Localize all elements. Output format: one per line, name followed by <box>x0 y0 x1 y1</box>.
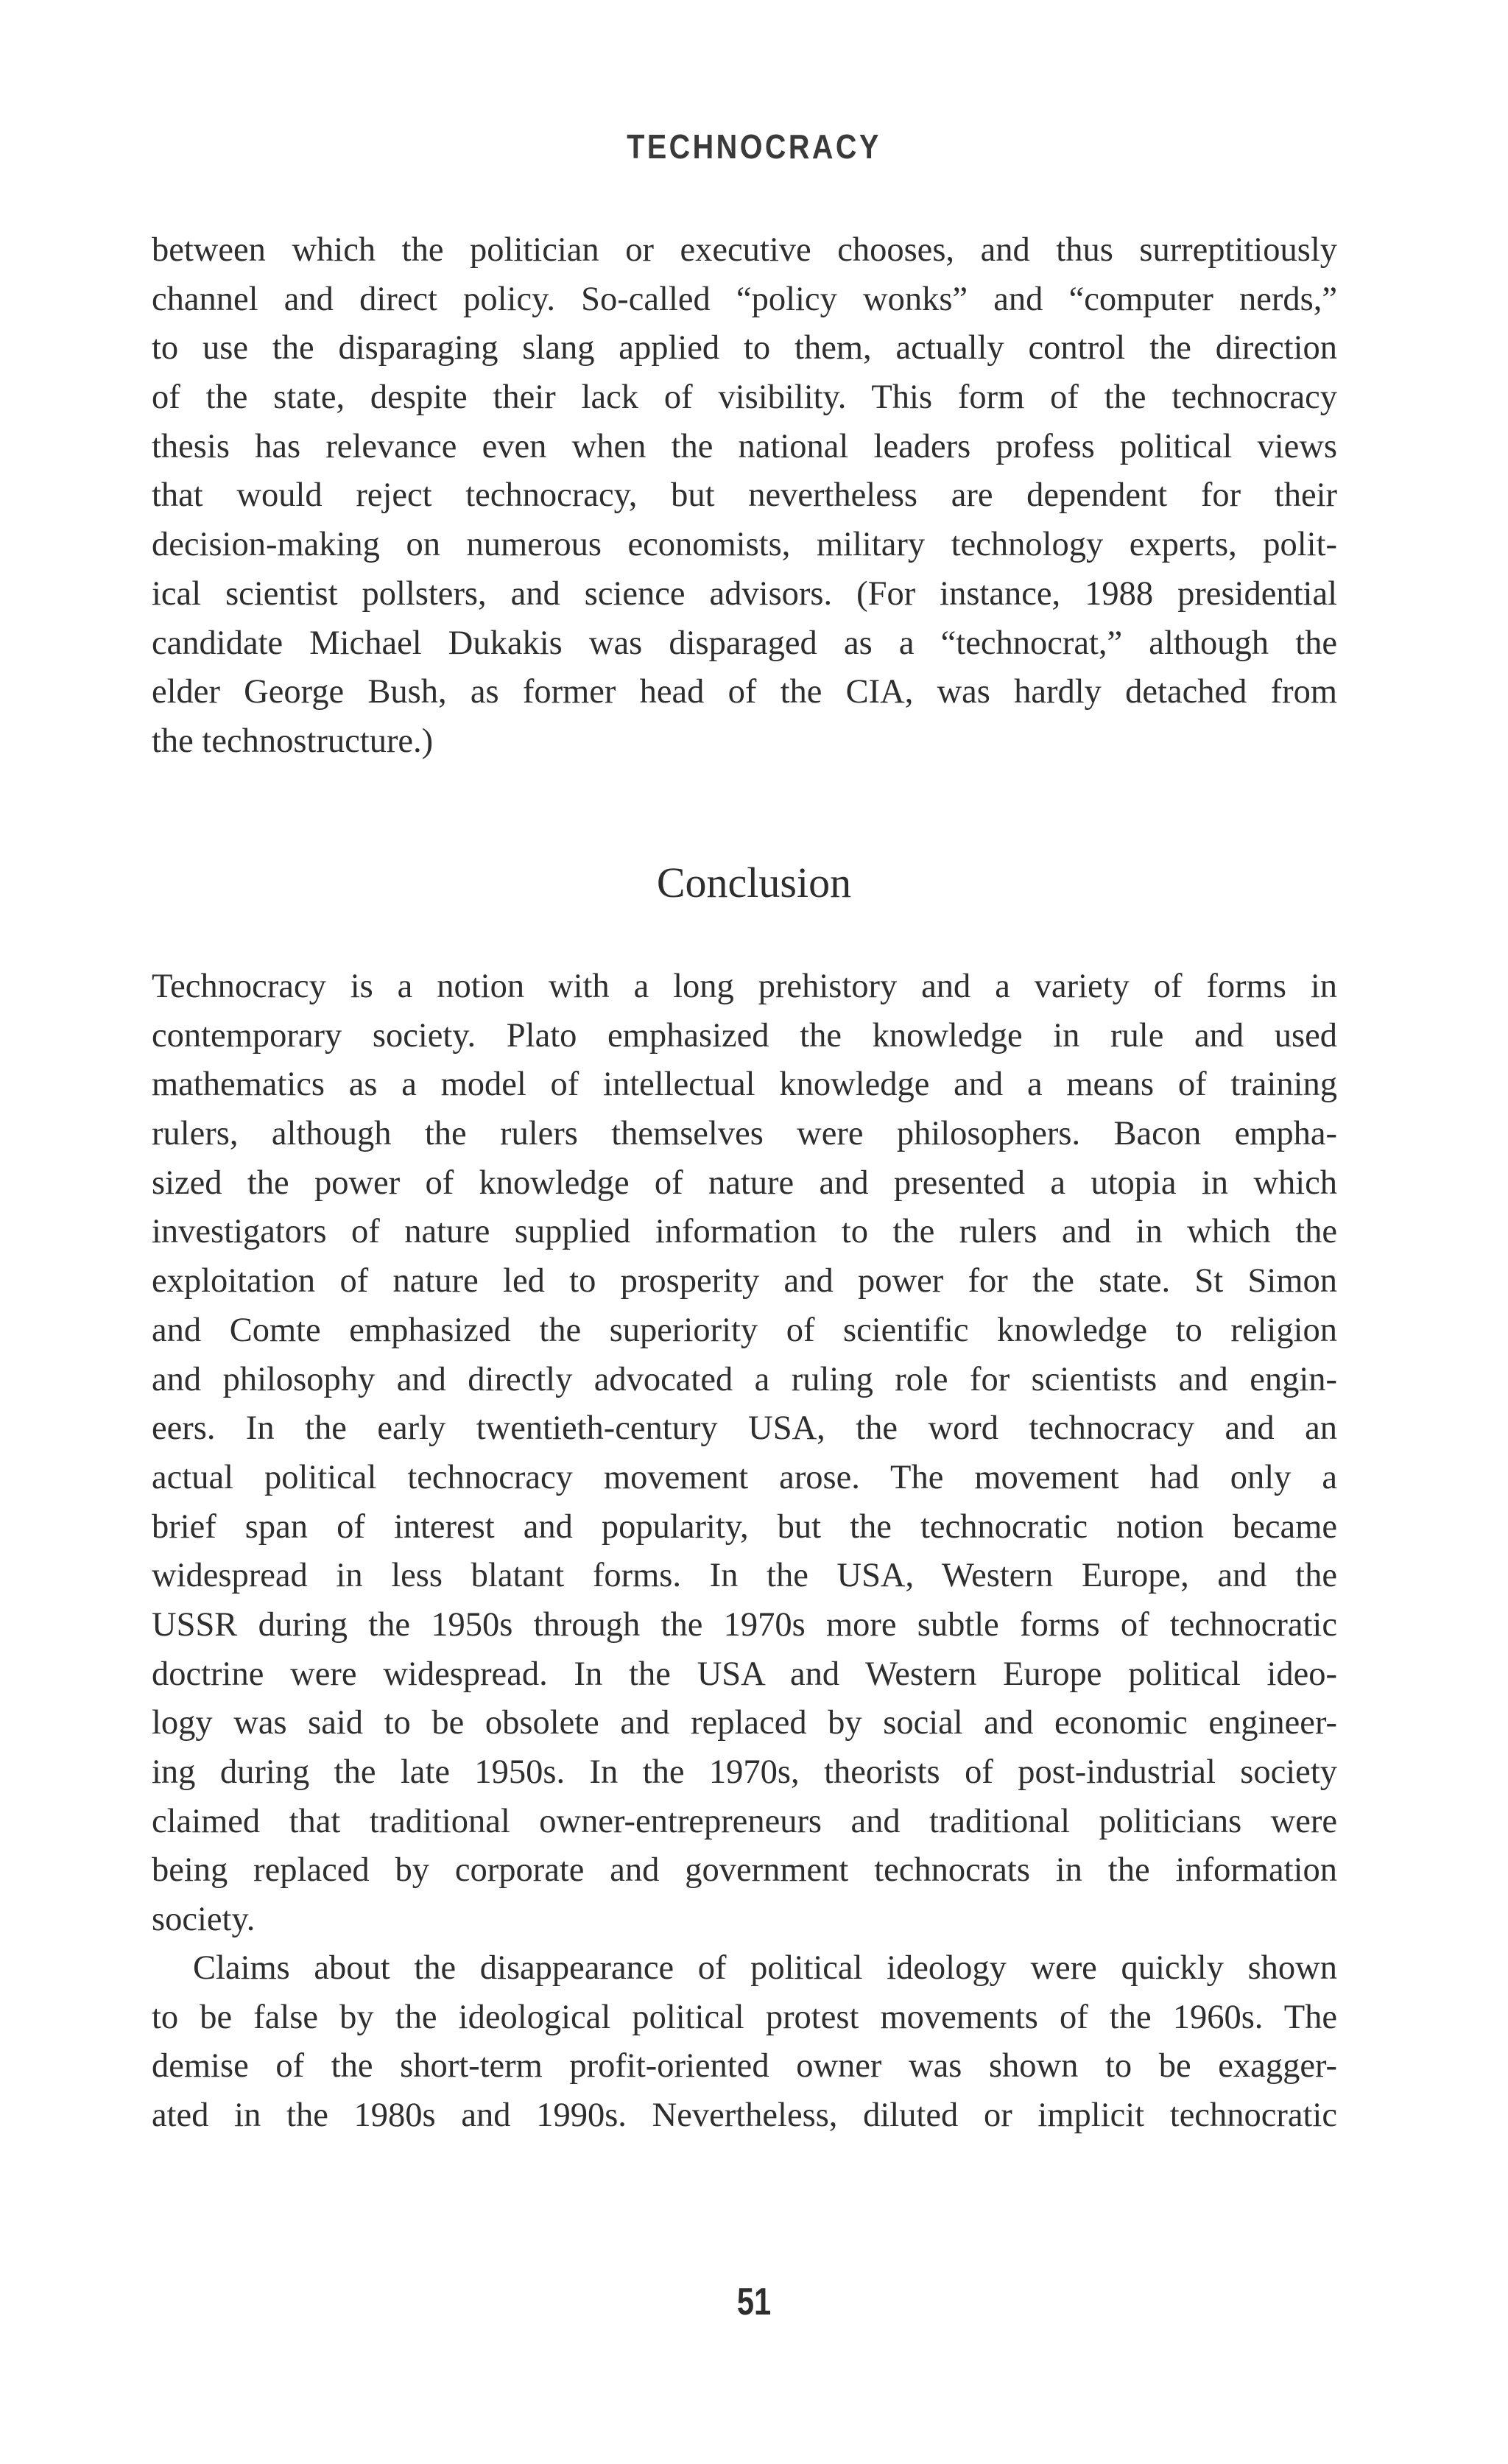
paragraph <box>152 962 1337 1945</box>
text-line: to use the disparaging slang applied to them, actually control the direction <box>152 329 1337 367</box>
text-line: Technocracy is a notion with a long prehistory and a variety of forms in <box>152 968 1337 1005</box>
text-line: investigators of nature supplied information to the rulers and in which the <box>152 1213 1337 1251</box>
text-line: decision-making on numerous economists, military technology experts, polit- <box>152 526 1337 564</box>
text-line: elder George Bush, as former head of the CIA, was hardly detached from <box>152 673 1337 711</box>
text-line: demise of the short-term profit-oriented owner was shown to be exagger- <box>152 2047 1337 2085</box>
paragraph <box>152 226 1337 767</box>
text-line: the technostructure.) <box>152 722 434 760</box>
text-line: to be false by the ideological political protest movements of the 1960s. The <box>152 1998 1337 2036</box>
running-head: TECHNOCRACY <box>627 127 881 166</box>
text-line: widespread in less blatant forms. In the USA, Western Europe, and the <box>152 1557 1337 1595</box>
text-line: thesis has relevance even when the national leaders profess political views <box>152 427 1337 465</box>
paragraph <box>152 1944 1337 2141</box>
text-line: contemporary society. Plato emphasized the knowledge in rule and used <box>152 1016 1337 1055</box>
text-line: ical scientist pollsters, and science advisors. (For instance, 1988 presidential <box>152 574 1337 613</box>
text-line: ing during the late 1950s. In the 1970s, theorists of post-industrial society <box>152 1753 1337 1791</box>
text-line: Claims about the disappearance of political ideology were quickly shown <box>193 1949 1337 1987</box>
text-line: brief span of interest and popularity, but the technocratic notion became <box>152 1507 1337 1546</box>
section-heading: Conclusion <box>656 859 852 907</box>
text-line: channel and direct policy. So-called “policy wonks” and “computer nerds,” <box>152 280 1337 318</box>
text-line: being replaced by corporate and government technocrats in the information <box>152 1851 1337 1890</box>
text-line: eers. In the early twentieth-century USA, the word technocracy and an <box>152 1409 1337 1448</box>
text-line: mathematics as a model of intellectual knowledge and a means of training <box>152 1066 1337 1104</box>
text-line: USSR during the 1950s through the 1970s more subtle forms of technocratic <box>152 1605 1337 1644</box>
text-line: and Comte emphasized the superiority of scientific knowledge to religion <box>152 1311 1337 1349</box>
text-line: ated in the 1980s and 1990s. Nevertheless, diluted or implicit technocratic <box>152 2097 1337 2135</box>
text-line: actual political technocracy movement arose. The movement had only a <box>152 1458 1337 1496</box>
text-line: society. <box>152 1901 256 1939</box>
text-line: of the state, despite their lack of visibility. This form of the technocracy <box>152 379 1337 417</box>
text-line: logy was said to be obsolete and replaced by social and economic engineer- <box>152 1704 1337 1742</box>
text-line: doctrine were widespread. In the USA and Western Europe political ideo- <box>152 1655 1337 1693</box>
text-line: rulers, although the rulers themselves were philosophers. Bacon empha- <box>152 1115 1337 1153</box>
text-line: that would reject technocracy, but nevertheless are dependent for their <box>152 476 1337 515</box>
text-line: between which the politician or executive chooses, and thus surreptitiously <box>152 231 1337 269</box>
text-line: sized the power of knowledge of nature and presented a utopia in which <box>152 1164 1337 1202</box>
page-number: 51 <box>736 2281 772 2323</box>
text-line: and philosophy and directly advocated a ruling role for scientists and engin- <box>152 1360 1337 1398</box>
text-line: exploitation of nature led to prosperity and power for the state. St Simon <box>152 1262 1337 1300</box>
text-line: candidate Michael Dukakis was disparaged as a “technocrat,” although the <box>152 624 1337 662</box>
text-line: claimed that traditional owner-entrepreneurs and traditional politicians were <box>152 1802 1337 1840</box>
